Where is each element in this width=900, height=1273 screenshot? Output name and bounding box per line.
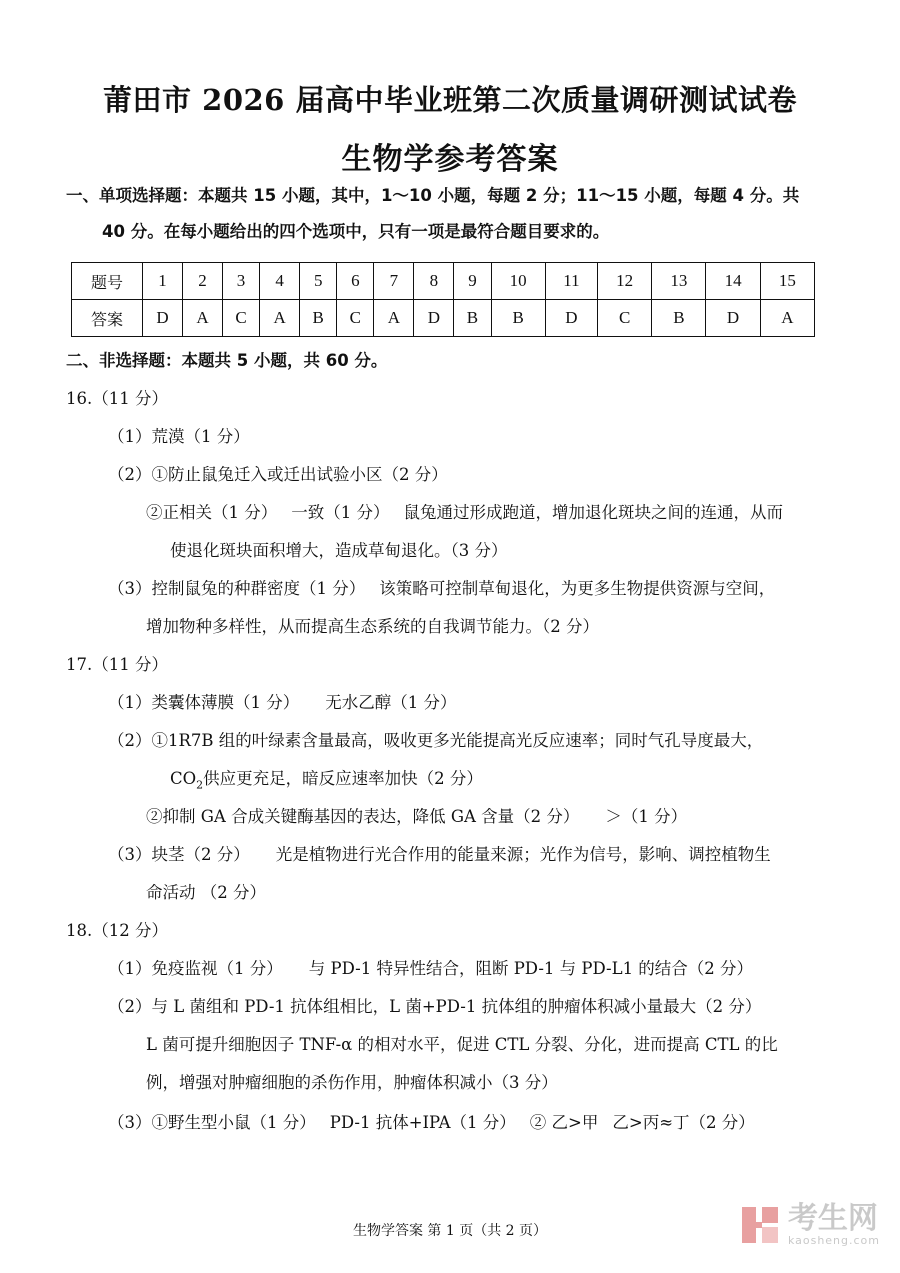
answer-cell: C (222, 300, 259, 337)
answer-cell: A (182, 300, 222, 337)
q18-part2c: 例，增强对肿瘤细胞的杀伤作用，肿瘤体积减小（3 分） (146, 1073, 558, 1092)
answer-cell: D (414, 300, 454, 337)
q18-part3 (108, 1104, 755, 1142)
q17-part1-seg1: （1）类囊体薄膜（1 分） (108, 693, 300, 712)
q16-part2b-seg1: ②正相关（1 分） (146, 503, 278, 522)
q16-part3b: 增加物种多样性，从而提高生态系统的自我调节能力。（2 分） (146, 617, 599, 636)
question-number: 13 (652, 263, 706, 300)
q18-part3-seg2: PD-1 抗体+IPA（1 分） (329, 1113, 516, 1132)
question-number-row (72, 263, 815, 300)
q17-part1-seg2: 无水乙醇（1 分） (325, 693, 457, 712)
answer-cell: B (300, 300, 337, 337)
q16-part2a: （2）①防止鼠兔迁入或迁出试验小区（2 分） (108, 465, 448, 484)
answer-cell: A (260, 300, 300, 337)
q16-part2c: 使退化斑块面积增大，造成草甸退化。（3 分） (170, 541, 508, 560)
answer-cell: C (598, 300, 652, 337)
q17-part2c-seg2: ＞（1 分） (605, 807, 688, 826)
q18-heading: 18.（12 分） (66, 921, 168, 940)
question-number: 10 (491, 263, 545, 300)
q16-part2b (146, 494, 783, 532)
answer-cell: B (454, 300, 491, 337)
watermark-url: kaosheng.com (787, 1233, 880, 1247)
question-number: 8 (414, 263, 454, 300)
question-number: 3 (222, 263, 259, 300)
question-number: 14 (706, 263, 760, 300)
q16-part3a-seg2: 该策略可控制草甸退化，为更多生物提供资源与空间， (379, 579, 776, 598)
question-number: 6 (337, 263, 374, 300)
question-number: 1 (143, 263, 183, 300)
section1-line1: 一、单项选择题：本题共 15 小题，其中，1～10 小题，每题 2 分；11～15 小题，每题 4 分。共 (66, 186, 800, 205)
q18-part3-seg4: 乙>丙≈丁（2 分） (612, 1113, 755, 1132)
question-number: 9 (454, 263, 491, 300)
question-number: 4 (260, 263, 300, 300)
q18-part2b: L 菌可提升细胞因子 TNF-α 的相对水平，促进 CTL 分裂、分化，进而提高 CTL 的比 (146, 1035, 778, 1054)
answer-cell: B (652, 300, 706, 337)
row-label-answer: 答案 (72, 300, 143, 337)
kaosheng-logo-icon (738, 1203, 782, 1247)
section1-line2: 40 分。在每小题给出的四个选项中，只有一项是最符合题目要求的。 (102, 222, 610, 241)
q18-part3-seg1: （3）①野生型小鼠（1 分） (108, 1113, 316, 1132)
q17-part2a: （2）①1R7B 组的叶绿素含量最高，吸收更多光能提高光反应速率；同时气孔导度最大， (108, 731, 764, 750)
q16-part2b-seg3: 鼠兔通过形成跑道，增加退化斑块之间的连通，从而 (403, 503, 783, 522)
section1-instructions (66, 178, 836, 250)
answer-cell: A (760, 300, 814, 337)
page-footer: 生物学答案 第 1 页（共 2 页） (352, 1223, 548, 1239)
answer-cell: B (491, 300, 545, 337)
section2-heading: 二、非选择题：本题共 5 小题，共 60 分。 (66, 351, 388, 370)
answer-row (72, 300, 815, 337)
q17-heading: 17.（11 分） (66, 655, 168, 674)
answer-cell: D (706, 300, 760, 337)
question-number: 2 (182, 263, 222, 300)
answer-table (71, 262, 815, 337)
q18-part3-seg3: ② 乙>甲 (529, 1113, 599, 1132)
q17-co2-subscript: 2 (196, 778, 204, 792)
document-title: 莆田市 2026 届高中毕业班第二次质量调研测试试卷 (103, 83, 797, 117)
q16-heading: 16.（11 分） (66, 389, 168, 408)
q18-part2a: （2）与 L 菌组和 PD-1 抗体组相比，L 菌+PD-1 抗体组的肿瘤体积减小量最大（2 分） (108, 997, 762, 1016)
q17-co2: CO (170, 769, 197, 788)
q18-part1-seg1: （1）免疫监视（1 分） (108, 959, 283, 978)
q17-part3b: 命活动 （2 分） (146, 883, 266, 902)
q17-part3a-seg1: （3）块茎（2 分） (108, 845, 250, 864)
q17-part3a-seg2: 光是植物进行光合作用的能量来源；光作为信号，影响、调控植物生 (275, 845, 771, 864)
q18-part1-seg2: 与 PD-1 特异性结合，阻断 PD-1 与 PD-L1 的结合（2 分） (308, 959, 754, 978)
question-number: 12 (598, 263, 652, 300)
question-number: 7 (374, 263, 414, 300)
question-number: 15 (760, 263, 814, 300)
q18-part1 (108, 950, 753, 988)
question-number: 5 (300, 263, 337, 300)
q17-part3a (108, 836, 771, 874)
q16-part3a-seg1: （3）控制鼠兔的种群密度（1 分） (108, 579, 366, 598)
answer-cell: C (337, 300, 374, 337)
question-number: 11 (545, 263, 597, 300)
answer-cell: D (545, 300, 597, 337)
q17-part2b-rest: 供应更充足，暗反应速率加快（2 分） (203, 769, 483, 788)
answer-cell: D (143, 300, 183, 337)
watermark (738, 1200, 880, 1247)
document-subtitle: 生物学参考答案 (341, 142, 559, 177)
q17-part2c-seg1: ②抑制 GA 合成关键酶基因的表达，降低 GA 含量（2 分） (146, 807, 580, 826)
row-label-number: 题号 (72, 263, 143, 300)
q16-part3a (108, 570, 775, 608)
q17-part1 (108, 684, 457, 722)
q16-part2b-seg2: 一致（1 分） (291, 503, 390, 522)
q17-part2c (146, 798, 687, 836)
answer-cell: A (374, 300, 414, 337)
watermark-name: 考生网 (787, 1200, 878, 1236)
q16-part1: （1）荒漠（1 分） (108, 427, 250, 446)
